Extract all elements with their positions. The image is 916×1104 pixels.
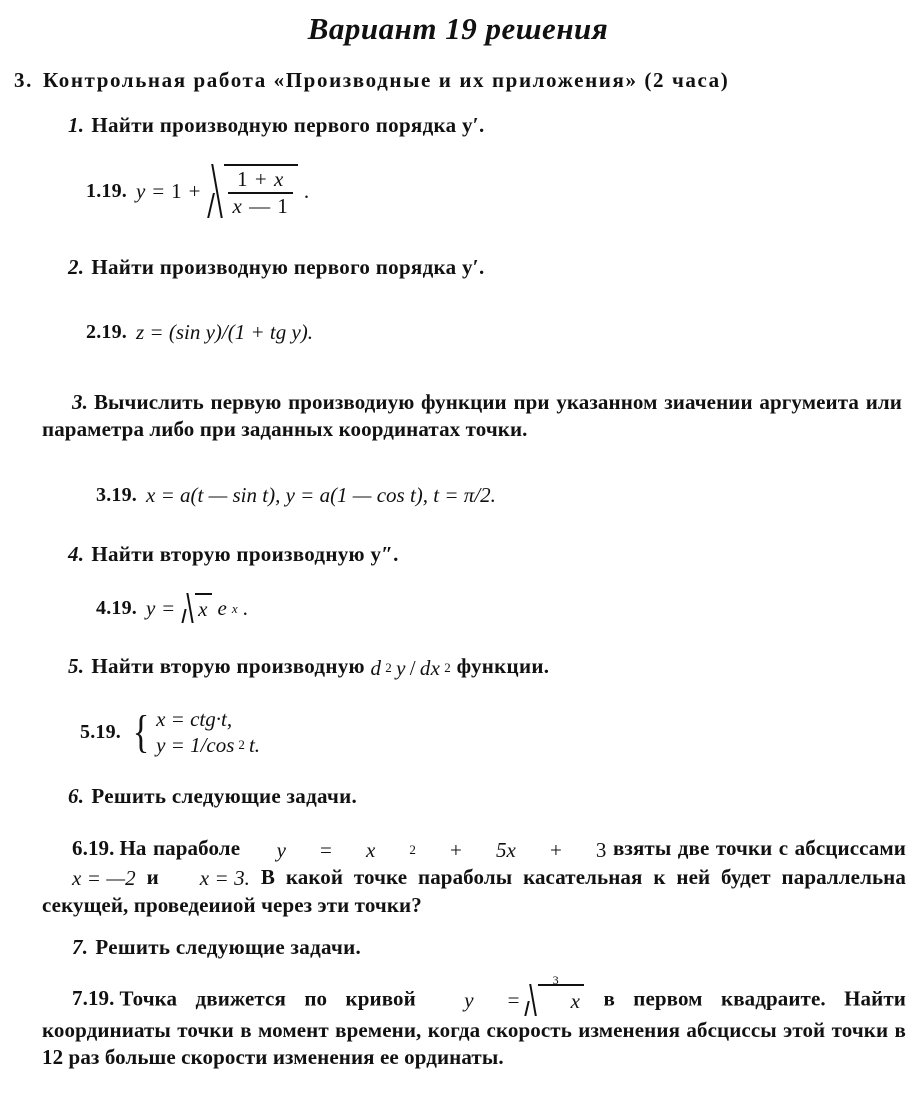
task-5-number: 5. [68,654,85,679]
math-x1: x = —2 [72,866,136,891]
fraction [228,168,293,217]
task-1-text: Найти производную первого порядка y′. [91,113,485,138]
section-title: Контрольная работа «Производные и их приложения» (2 часа) [42,68,730,93]
formula-1-19 [0,164,916,219]
problem-6-19-part3: В какой точке параболы касательная к ней будет параллельна секущей, проведеииой через эти точки? [42,864,906,918]
problem-6-19-label: 6.19. [72,835,115,860]
task-4-text: Найти вторую производную y″. [91,542,399,567]
page-title: Вариант 19 решения [307,11,609,46]
task-4-prompt [0,542,916,567]
problem-7-19-part2: в первом квадраите. Найти координиаты точки в момент времени, когда скорость изменения абсциссы этой точки в 12 раз больше скорости изменения ее ординаты. [42,986,906,1069]
fraction-denominator: x — 1 [228,192,293,218]
root-index: 3 [552,973,559,987]
section-header [14,68,916,93]
task-5-prompt [0,654,916,681]
task-2-number: 2. [68,255,85,280]
math-y: y [146,596,156,621]
formula-2-19-body: z = (sin y)/(1 + tg y). [136,320,314,345]
system-row-x: x = ctg·t, [156,706,233,731]
radical-sign [525,973,559,1017]
formula-1-19-body [136,164,309,219]
formula-1-19-label: 1.19. [86,180,127,203]
math-plus: + [188,179,201,204]
fraction-numerator: 1 + x [237,167,284,192]
task-5-text-after: функции. [456,654,550,679]
system-rows [156,707,260,758]
formula-3-19-body: x = a(t — sin t), y = a(1 — cos t), t = π/2. [146,483,496,508]
formula-5-19-label: 5.19. [80,720,121,743]
task-1-prompt [0,113,916,138]
formula-3-19-label: 3.19. [96,484,137,507]
formula-4-19-body [146,593,248,624]
math-second-derivative: d 2 y / dx 2 [370,655,452,680]
sqrt-icon [209,164,298,219]
math-e: e [217,596,227,621]
math-exponent: x [231,600,238,616]
section-number: 3. [14,68,33,93]
radicand [224,164,298,219]
math-y: y [136,179,146,204]
math-equals: = [152,179,165,204]
math-period: . [242,596,248,621]
cube-root-icon [525,973,584,1017]
problem-7-19-label: 7.19. [72,986,115,1011]
problem-7-19-part1: Точка движется по кривой [119,986,416,1011]
radicand: x [538,984,584,1017]
formula-4-19 [0,593,916,624]
sqrt-icon [182,593,211,624]
task-3-text: Вычислить первую производиую функции при указанном зиачении аргумеита или параметра либо при заданных координатах точки. [42,390,902,442]
math-equals: = [162,596,175,621]
math-cube-root-expression: y = 3 x [434,984,585,1017]
formula-2-19 [0,320,916,345]
task-5-text-before: Найти вторую производную [91,654,365,679]
problem-6-19-part2: взяты две точки с абсциссами [612,835,906,860]
problem-6-19-part1: На параболе [119,835,241,860]
math-period: . [303,179,310,204]
math-parabola: y = x 2 + 5x + 3 [276,837,607,862]
task-2-prompt [0,255,916,280]
task-3-number: 3. [72,390,88,415]
problem-6-19-and: и [146,864,159,889]
math-x2: x = 3. [199,866,251,891]
task-6-prompt [0,784,916,809]
radicand: x [195,593,211,624]
task-3-prompt [0,389,916,443]
task-6-text: Решить следующие задачи. [91,783,358,808]
left-brace: { [132,706,150,758]
formula-5-19 [0,707,916,758]
radical-sign [209,164,224,219]
task-1-number: 1. [68,113,85,138]
task-7-prompt [0,935,916,960]
task-4-number: 4. [68,542,85,567]
task-2-text: Найти производную первого порядка y′. [91,255,485,280]
equation-system [130,707,260,758]
task-7-number: 7. [72,935,89,959]
problem-6-19 [0,835,916,919]
formula-3-19 [0,483,916,508]
formula-4-19-label: 4.19. [96,597,137,620]
task-6-number: 6. [68,783,85,808]
formula-2-19-label: 2.19. [86,321,127,344]
math-one: 1 [171,179,182,204]
radical-sign [182,593,195,624]
task-7-text: Решить следующие задачи. [95,935,362,959]
problem-7-19 [0,973,916,1071]
document-page [0,12,916,1104]
system-row-y: y = 1/cos 2 t. [156,732,261,757]
